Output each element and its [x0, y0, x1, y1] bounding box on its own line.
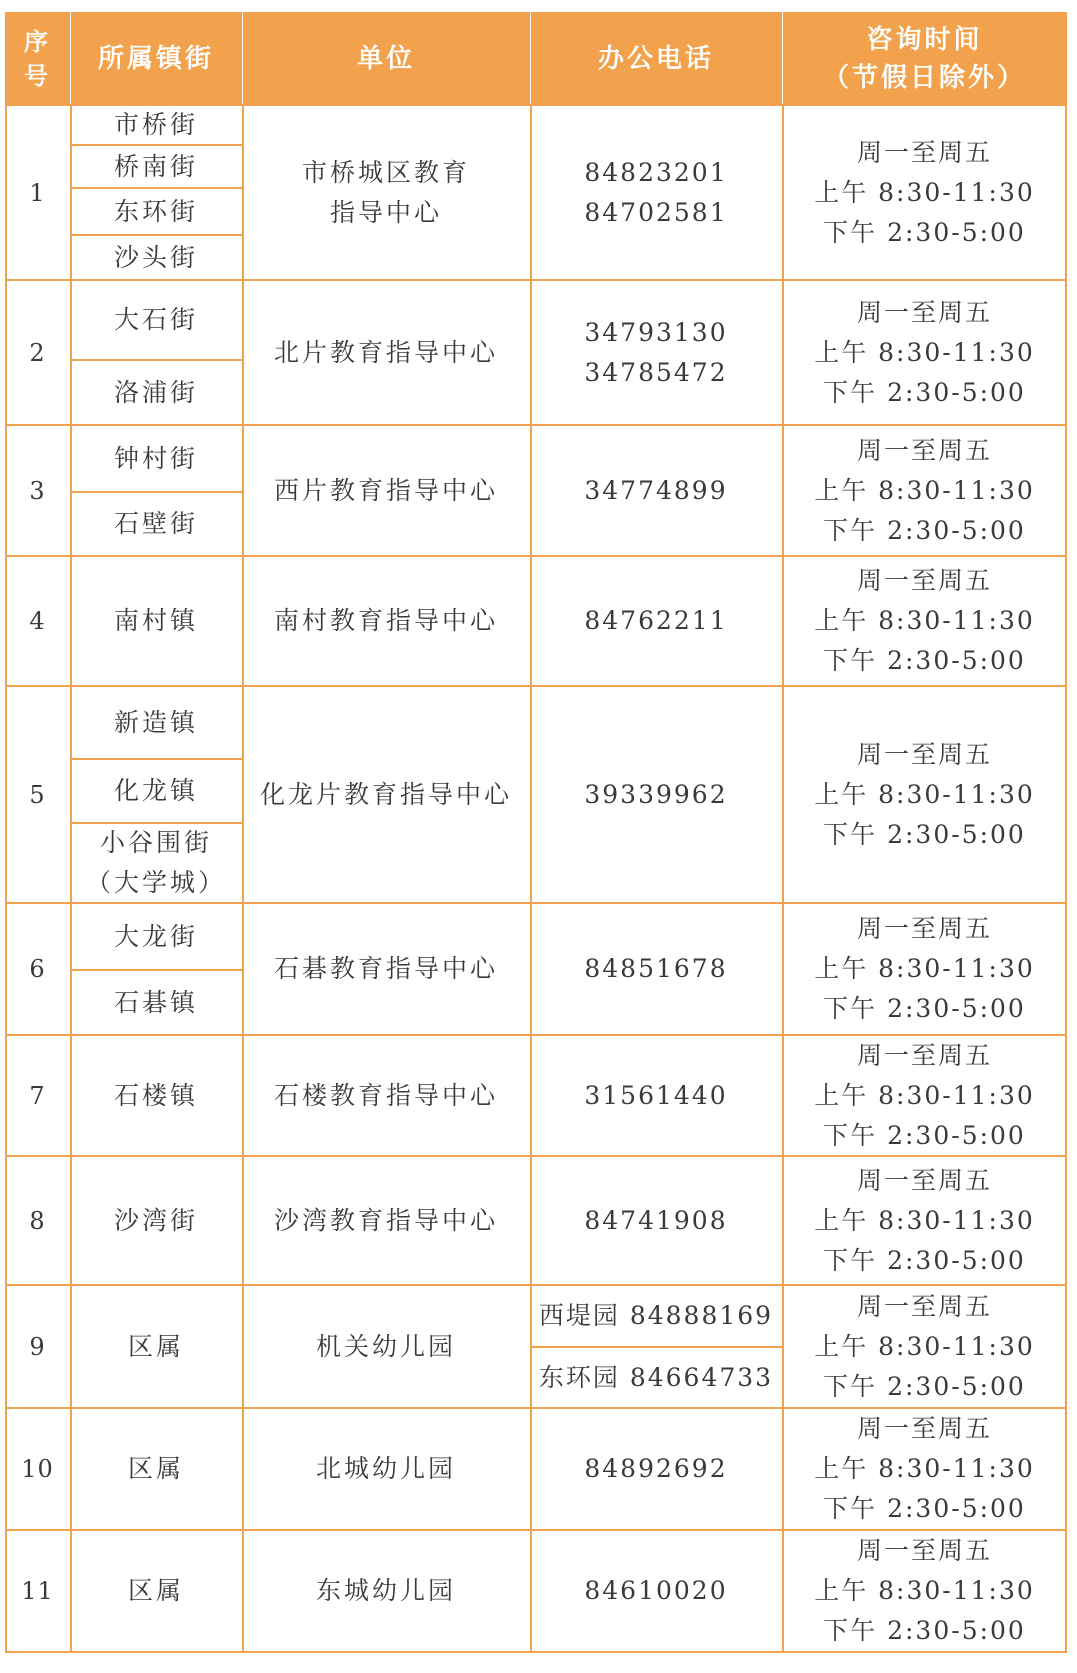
header-bottom-border [5, 104, 1067, 106]
office-phone: 39339962 [584, 779, 728, 809]
office-phone: 84851678 [584, 954, 728, 983]
unit-name: 南村教育指导中心 [273, 606, 498, 635]
street-name: 沙头街 [113, 242, 198, 272]
row-number: 3 [29, 476, 46, 505]
unit-name: 石碁教育指导中心 [273, 954, 498, 983]
office-phone: 34793130 34785472 [584, 317, 728, 387]
street-name: 大龙街 [113, 921, 198, 951]
consult-time: 周一至周五 上午 8:30-11:30 下午 2:30-5:00 [814, 739, 1035, 849]
consult-time: 周一至周五 上午 8:30-11:30 下午 2:30-5:00 [814, 1536, 1035, 1645]
consult-time: 周一至周五 上午 8:30-11:30 下午 2:30-5:00 [814, 1291, 1035, 1401]
column-border [782, 105, 784, 1652]
street-divider [70, 234, 242, 236]
header-divider [782, 12, 783, 105]
street-divider [70, 187, 242, 189]
consult-time: 周一至周五 上午 8:30-11:30 下午 2:30-5:00 [814, 1040, 1035, 1150]
office-phone: 东环园 84664733 [538, 1362, 774, 1392]
street-name: 新造镇 [113, 707, 198, 737]
unit-name: 机关幼儿园 [315, 1331, 456, 1361]
street-name: 南村镇 [113, 606, 198, 635]
consult-time: 周一至周五 上午 8:30-11:30 下午 2:30-5:00 [814, 137, 1035, 247]
street-name: 区属 [127, 1331, 184, 1361]
phone-divider [530, 1346, 782, 1348]
row-number: 11 [21, 1577, 54, 1605]
consult-time: 周一至周五 上午 8:30-11:30 下午 2:30-5:00 [814, 914, 1035, 1023]
office-phone: 84762211 [584, 606, 728, 635]
row-number: 8 [29, 1206, 46, 1235]
row-number: 5 [29, 780, 46, 809]
column-border [5, 105, 7, 1652]
street-name: 洛浦街 [113, 377, 198, 407]
office-phone: 34774899 [584, 475, 728, 505]
unit-name: 东城幼儿园 [315, 1576, 456, 1605]
office-phone: 84892692 [584, 1454, 728, 1483]
street-name: 桥南街 [113, 151, 198, 181]
street-name: 小谷围街 （大学城） [85, 828, 226, 897]
column-border [70, 105, 72, 1652]
column-border [530, 105, 532, 1652]
street-divider [70, 144, 242, 146]
unit-name: 北城幼儿园 [315, 1454, 456, 1483]
consult-time: 周一至周五 上午 8:30-11:30 下午 2:30-5:00 [814, 1414, 1035, 1523]
street-divider [70, 491, 242, 493]
unit-name: 市桥城区教育 指导中心 [301, 157, 470, 227]
unit-name: 化龙片教育指导中心 [259, 779, 512, 809]
street-divider [70, 822, 242, 824]
street-name: 区属 [127, 1454, 184, 1483]
street-name: 石碁镇 [113, 987, 198, 1017]
row-number: 6 [29, 955, 46, 983]
street-name: 钟村街 [113, 443, 198, 473]
header-divider [242, 12, 243, 105]
row-number: 4 [29, 607, 46, 635]
header-seq: 序 号 [5, 12, 70, 105]
header-time: 咨询时间 （节假日除外） [782, 12, 1067, 105]
header-phone: 办公电话 [530, 12, 782, 105]
row-number: 2 [29, 338, 46, 367]
row-border [5, 1651, 1067, 1653]
street-divider [70, 969, 242, 971]
office-phone: 84741908 [584, 1205, 728, 1235]
street-name: 沙湾街 [113, 1205, 198, 1235]
street-name: 石壁街 [113, 509, 198, 538]
consult-time: 周一至周五 上午 8:30-11:30 下午 2:30-5:00 [814, 297, 1035, 407]
header-unit: 单位 [242, 12, 530, 105]
unit-name: 西片教育指导中心 [273, 475, 498, 505]
header-divider [70, 12, 71, 105]
street-name: 大石街 [113, 305, 198, 334]
row-number: 7 [29, 1081, 46, 1110]
column-border [1065, 105, 1067, 1652]
consult-time: 周一至周五 上午 8:30-11:30 下午 2:30-5:00 [814, 1165, 1035, 1275]
office-phone: 84823201 84702581 [584, 157, 728, 227]
unit-name: 石楼教育指导中心 [273, 1080, 498, 1110]
unit-name: 北片教育指导中心 [273, 337, 498, 367]
office-phone: 84610020 [584, 1576, 728, 1605]
street-divider [70, 359, 242, 361]
consult-time: 周一至周五 上午 8:30-11:30 下午 2:30-5:00 [814, 566, 1035, 675]
street-name: 东环街 [113, 196, 198, 226]
header-street: 所属镇街 [70, 12, 242, 105]
consult-time: 周一至周五 上午 8:30-11:30 下午 2:30-5:00 [814, 435, 1035, 545]
unit-name: 沙湾教育指导中心 [273, 1205, 498, 1235]
row-number: 1 [29, 178, 46, 207]
street-divider [70, 758, 242, 760]
header-divider [530, 12, 531, 105]
street-name: 区属 [127, 1576, 184, 1605]
row-number: 9 [29, 1332, 46, 1361]
column-border [242, 105, 244, 1652]
street-name: 化龙镇 [113, 776, 198, 805]
row-number: 10 [21, 1455, 54, 1483]
street-name: 市桥街 [113, 110, 198, 139]
street-name: 石楼镇 [113, 1080, 198, 1110]
office-phone: 西堤园 84888169 [538, 1301, 774, 1330]
office-phone: 31561440 [584, 1080, 728, 1110]
